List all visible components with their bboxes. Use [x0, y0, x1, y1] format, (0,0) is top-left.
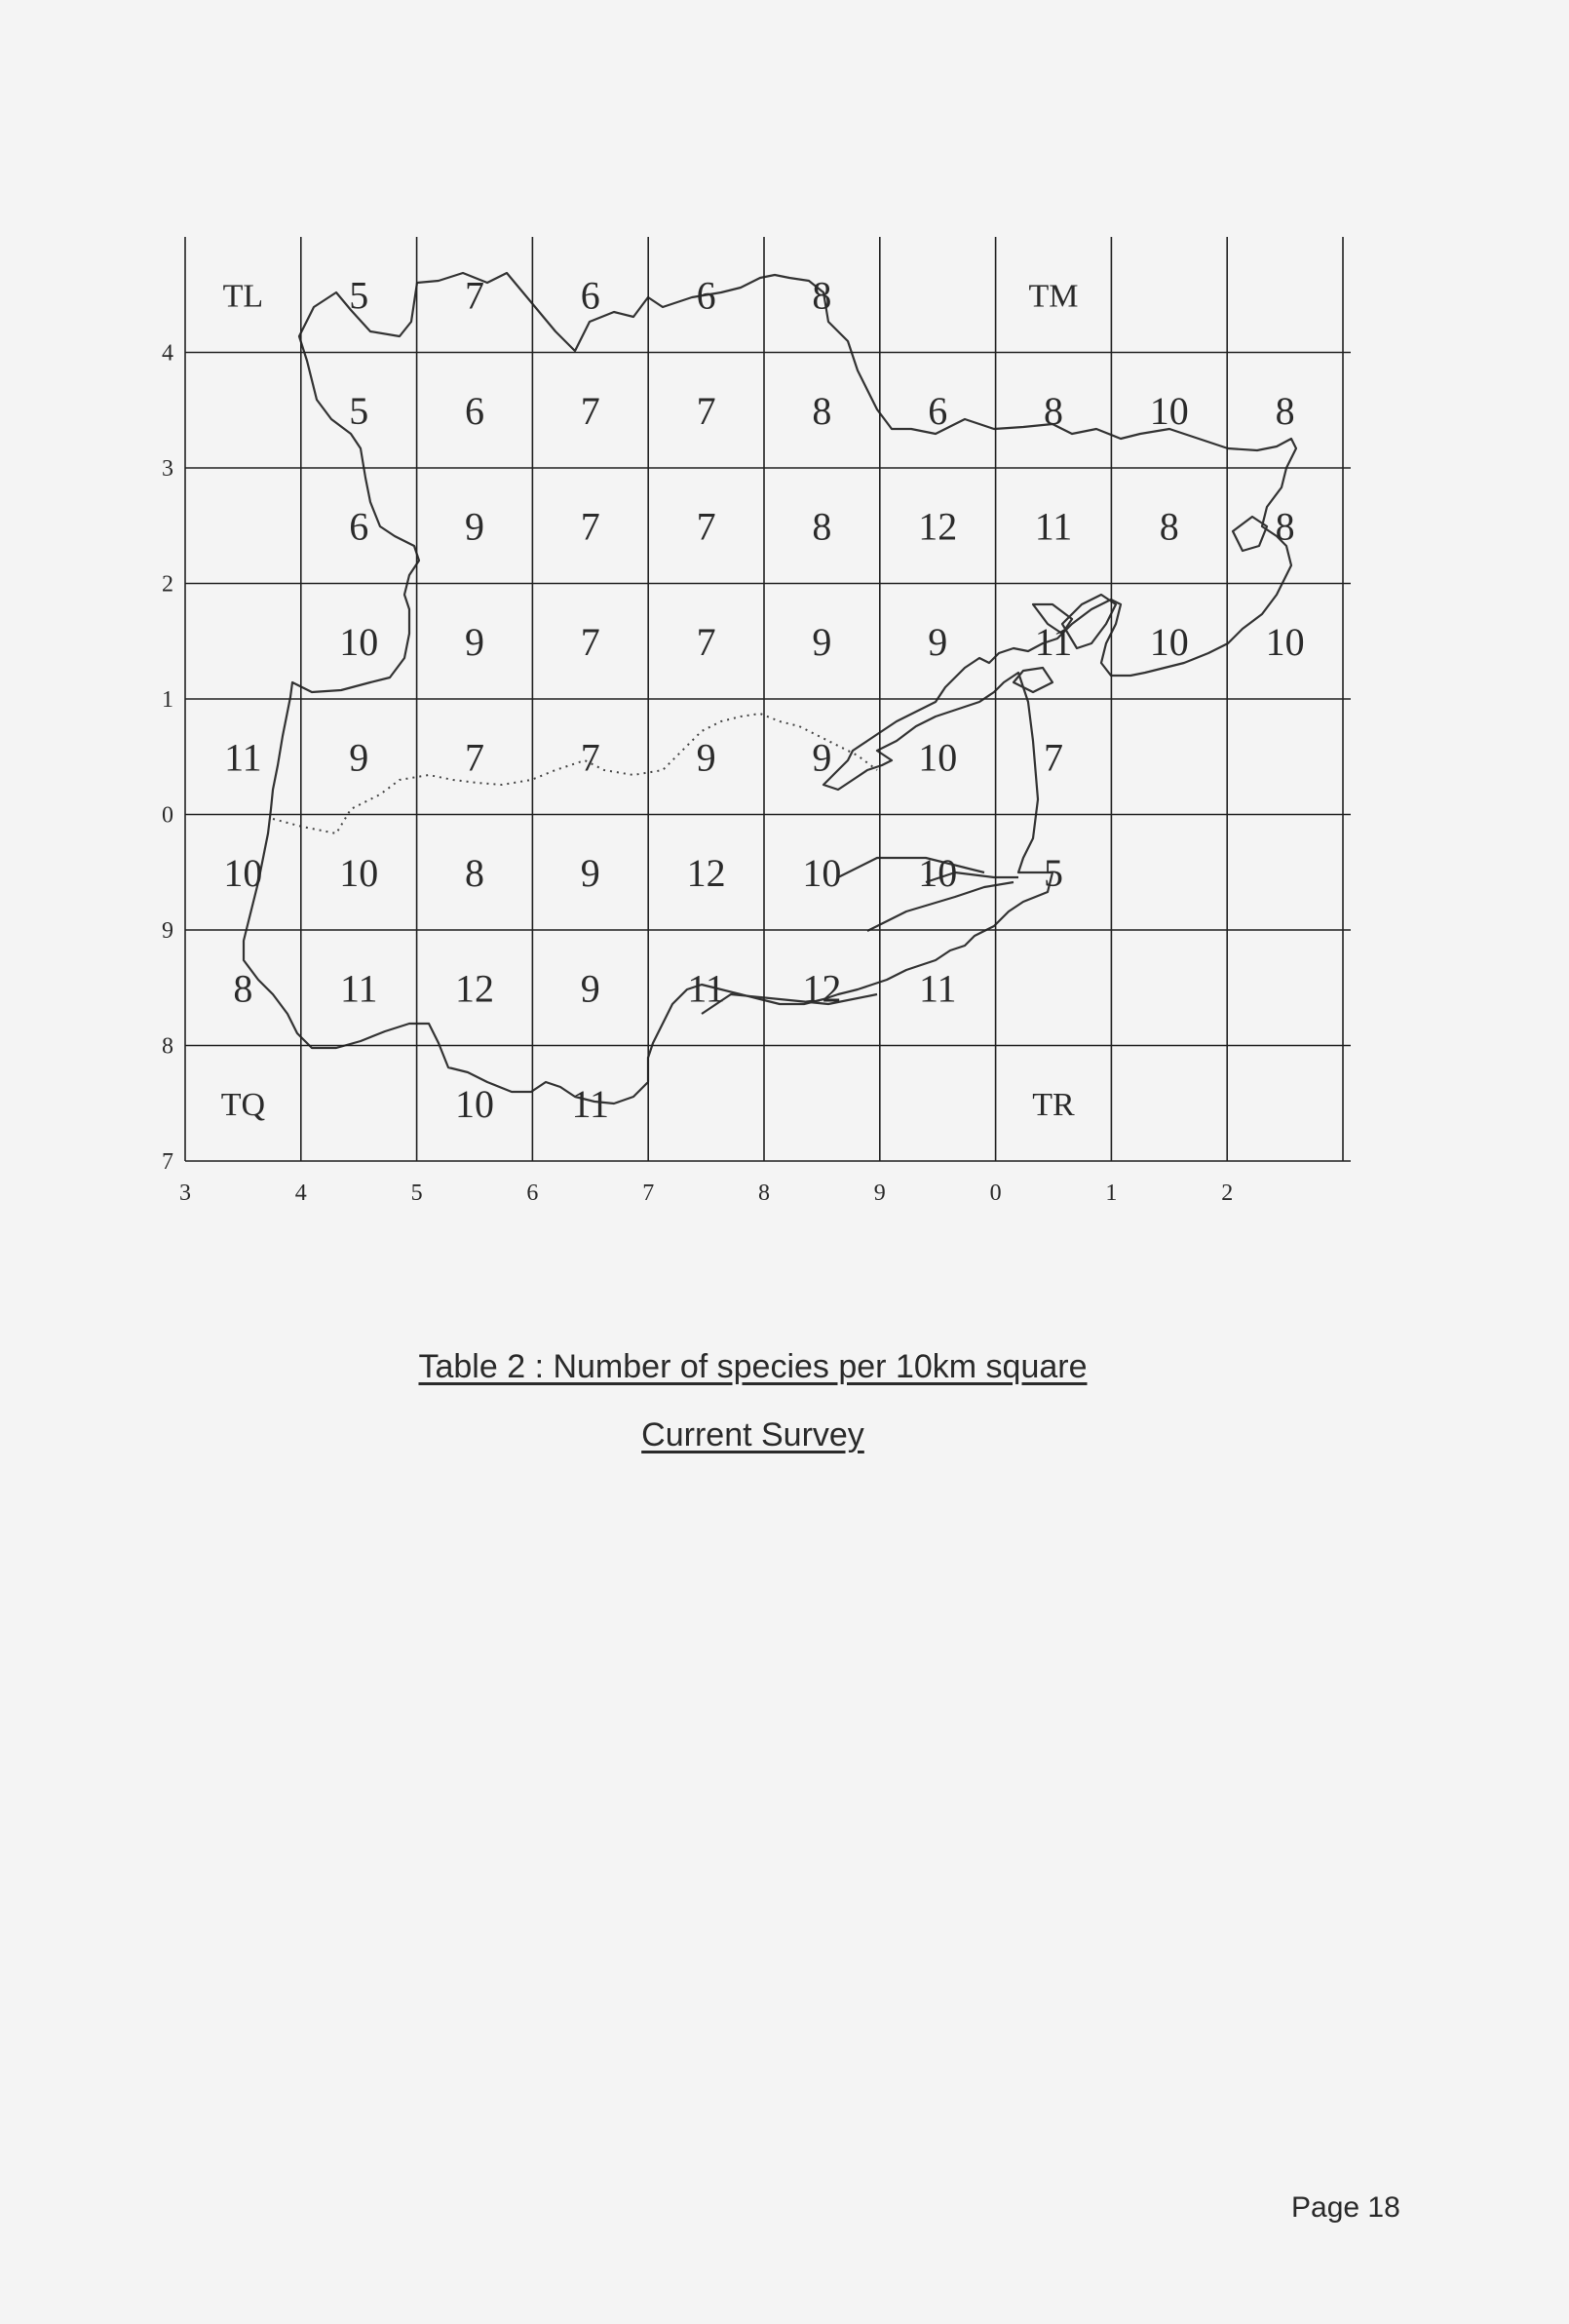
species-count: 7: [580, 388, 600, 433]
grid-region-label: TM: [1028, 278, 1079, 315]
species-count: 9: [928, 619, 948, 664]
species-count: 6: [696, 273, 716, 318]
easting-label: 5: [410, 1181, 423, 1206]
species-count: 5: [349, 273, 369, 318]
easting-label: 0: [989, 1181, 1002, 1206]
species-count: 7: [580, 619, 600, 664]
species-count: 10: [1265, 619, 1305, 664]
species-count: 11: [339, 966, 378, 1011]
species-count: 8: [233, 966, 253, 1011]
species-count: 8: [1044, 388, 1063, 433]
species-count: 10: [1149, 619, 1189, 664]
species-count: 11: [687, 966, 725, 1011]
species-count: 10: [455, 1081, 494, 1126]
species-count: 7: [580, 735, 600, 780]
northing-label: 3: [162, 456, 173, 482]
grid-lines: [185, 237, 1351, 1161]
species-count: 10: [339, 850, 379, 895]
northing-label: 1: [162, 687, 173, 713]
species-count: 10: [918, 735, 958, 780]
easting-label: 9: [873, 1181, 886, 1206]
species-count: 9: [696, 735, 716, 780]
easting-label: 2: [1221, 1181, 1234, 1206]
species-count: 7: [465, 273, 484, 318]
species-count: 5: [1044, 850, 1063, 895]
grid-region-label: TQ: [220, 1086, 266, 1123]
species-count: 11: [1034, 504, 1073, 549]
species-count: 11: [224, 735, 262, 780]
species-count: 8: [812, 388, 832, 433]
species-count: 8: [465, 850, 484, 895]
page-number: Page 18: [1291, 2191, 1400, 2224]
species-count: 7: [465, 735, 484, 780]
species-count: 8: [1159, 504, 1179, 549]
species-count: 9: [580, 850, 600, 895]
species-count: 12: [802, 966, 842, 1011]
species-count: 11: [571, 1081, 610, 1126]
species-count: 12: [918, 504, 958, 549]
caption-subtitle: Current Survey: [641, 1416, 864, 1453]
species-count: 9: [812, 735, 832, 780]
northing-label: 7: [162, 1149, 173, 1175]
easting-label: 7: [642, 1181, 655, 1206]
species-count: 6: [580, 273, 600, 318]
species-count: 7: [696, 388, 716, 433]
species-count: 9: [580, 966, 600, 1011]
grid-region-label: TR: [1032, 1086, 1075, 1123]
species-count: 11: [918, 966, 957, 1011]
species-count: 6: [465, 388, 484, 433]
species-count: 9: [465, 504, 484, 549]
species-count: 8: [812, 273, 832, 318]
easting-label: 6: [526, 1181, 539, 1206]
species-count: 8: [1275, 388, 1295, 433]
species-count: 10: [339, 619, 379, 664]
species-count: 9: [812, 619, 832, 664]
species-count: 7: [696, 619, 716, 664]
species-count: 9: [349, 735, 369, 780]
easting-label: 4: [294, 1181, 307, 1206]
species-count: 9: [465, 619, 484, 664]
northing-label: 4: [162, 340, 173, 367]
county-boundary: [244, 273, 1296, 1104]
species-count: 8: [1275, 504, 1295, 549]
easting-label: 8: [758, 1181, 770, 1206]
easting-label: 1: [1105, 1181, 1118, 1206]
species-count: 7: [580, 504, 600, 549]
species-count: 12: [686, 850, 726, 895]
species-count: 11: [1034, 619, 1073, 664]
species-count: 6: [928, 388, 948, 433]
species-count: 10: [918, 850, 958, 895]
species-count: 8: [812, 504, 832, 549]
easting-label: 3: [179, 1181, 191, 1206]
northing-label: 2: [162, 571, 173, 598]
northing-label: 0: [162, 802, 173, 829]
species-count: 10: [802, 850, 842, 895]
species-count: 7: [696, 504, 716, 549]
species-count: 6: [349, 504, 369, 549]
caption-title: Table 2 : Number of species per 10km square: [418, 1348, 1088, 1385]
species-count: 10: [1149, 388, 1189, 433]
species-count: 10: [223, 850, 263, 895]
grid-region-label: TL: [222, 278, 264, 315]
northing-label: 9: [162, 918, 173, 944]
species-count: 12: [455, 966, 494, 1011]
species-count: 7: [1044, 735, 1063, 780]
species-count: 5: [349, 388, 369, 433]
northing-label: 8: [162, 1033, 173, 1060]
